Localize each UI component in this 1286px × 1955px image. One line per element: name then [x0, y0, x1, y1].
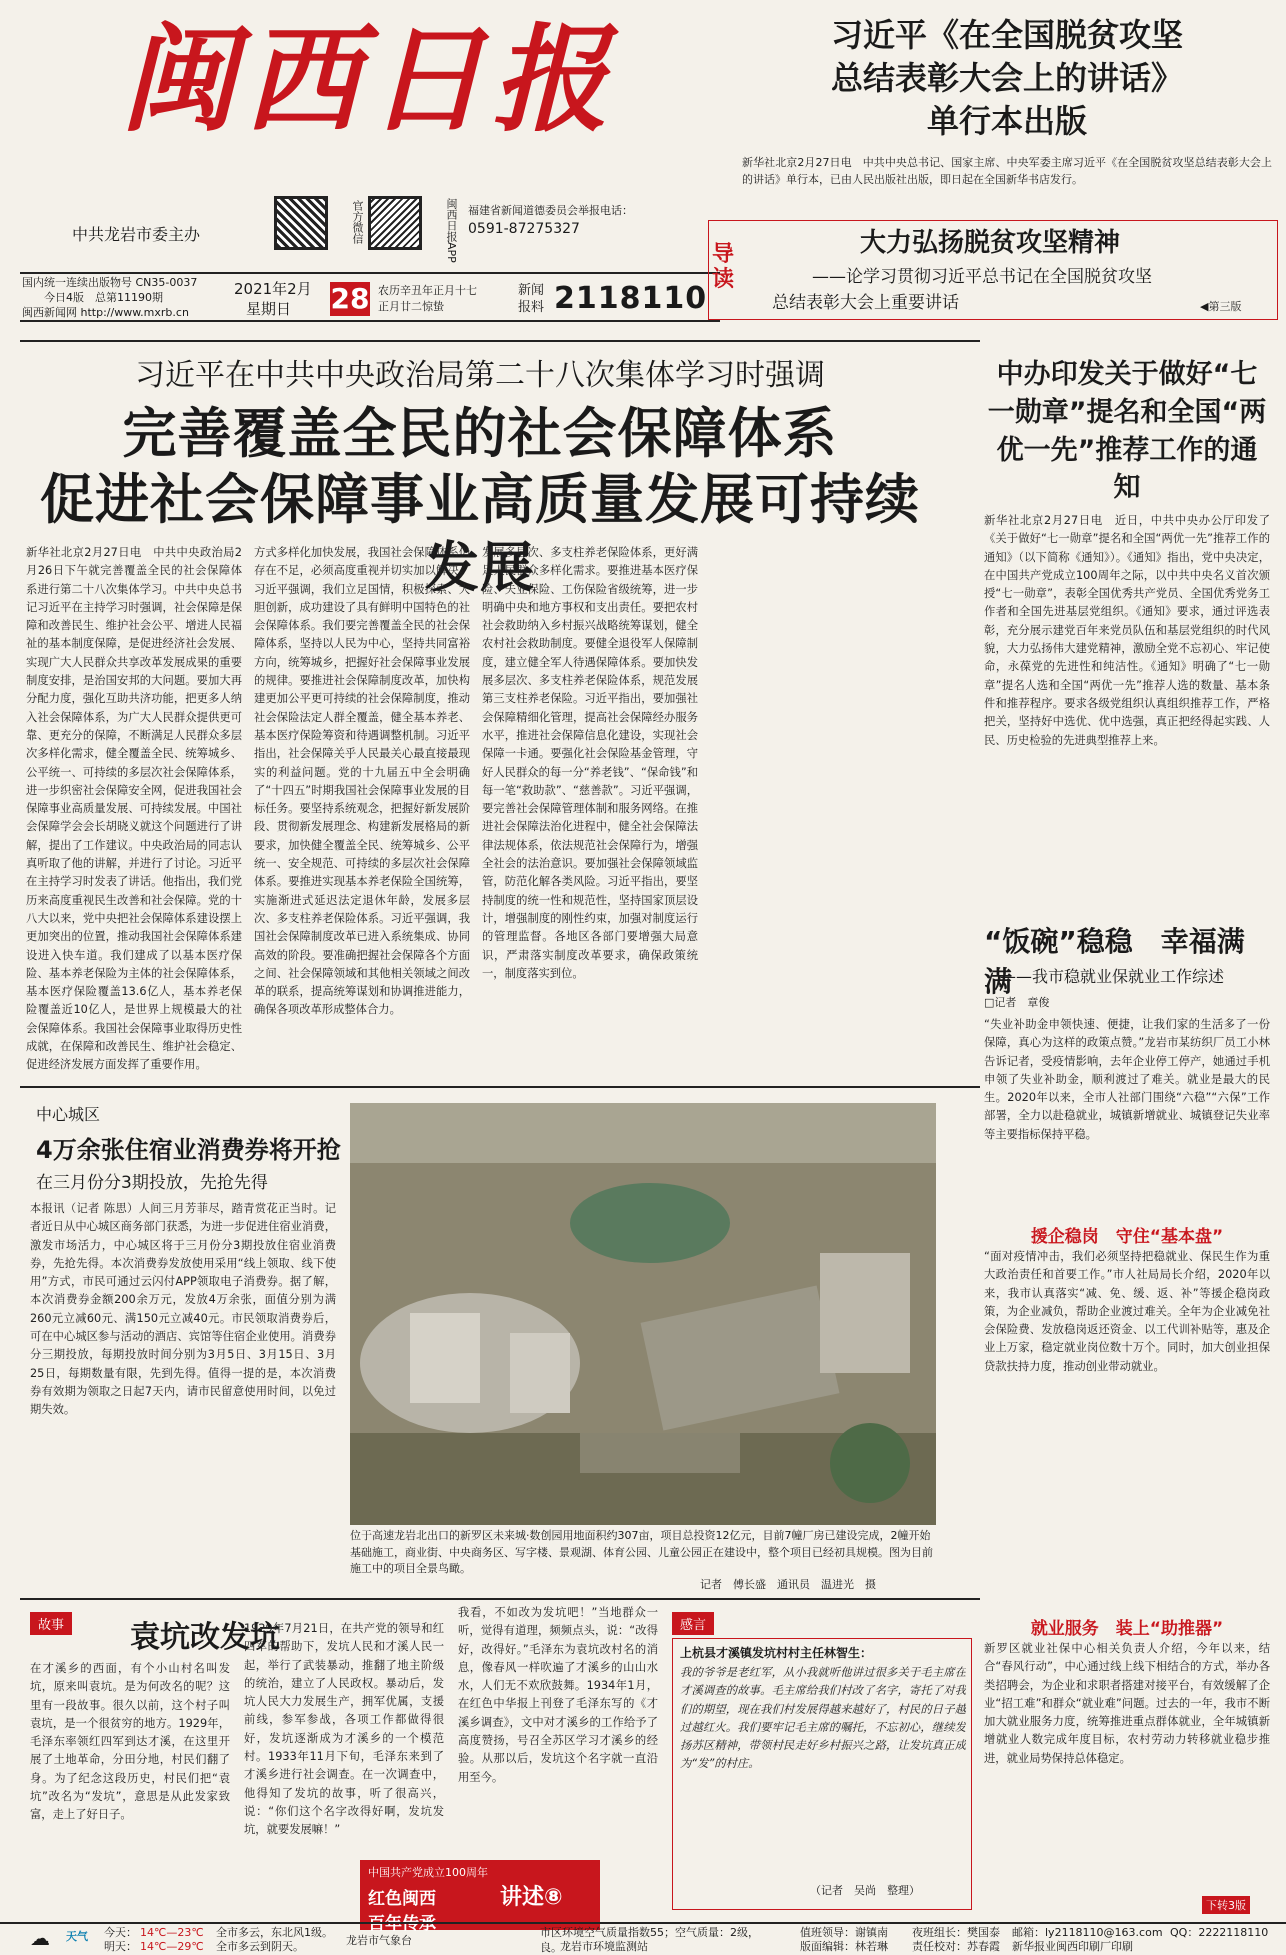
night-leader: 夜班组长：樊国泰 — [912, 1926, 1000, 1939]
lead-column-2: 方式多样化加快发展，我国社会保障体系仍存在不足，必须高度重视并切实加以解决。习近平强调，我们立足国情，积极探索、大胆创新，成功建设了具有鲜明中国特色的社会保障体系。我们要完善覆盖全民的社会保障体系，坚持以人民为中心，坚持共同富裕方向，统筹城乡，把握好社会保障事业发展的规律。要推进社会保障制度改革，加快构建更加公平更可持续的社会保障制度，推动社会保险法定人群全覆盖，健全基本养老、基本医疗保险筹资和待遇调整机制。习近平指出，社会保障关乎人民最关心最直接最现实的利益问题。党的十九届五中全会明确了“十四五”时期我国社会保障事业发展的目标任务。要坚持系统观念，把握好新发展阶段、贯彻新发展理念、构建新发展格局的新要求，加快健全覆盖全民、统筹城乡、公平统一、安全规范、可持续的多层次社会保障体系。要推进实现基本养老保险全国统筹，实施渐进式延迟法定退休年龄，发展多层次、多支柱养老保险体系。习近平强调，我国社会保障制度改革已进入系统集成、协同高效的阶段。要准确把握社会保障各个方面之间、社会保障领域和其他相关领域之间改革的联系，提高统筹谋划和协调推进能力，确保各项改革形成整体合力。 — [254, 546, 470, 1017]
issue-count: 今日4版 总第11190期 — [44, 291, 163, 304]
lead-column-3: 发展多层次、多支柱养老保险体系，更好满足人民群众多样化需求。要推进基本医疗保险、失业保险、工伤保险省级统筹，进一步明确中央和地方事权和支出责任。要把农村社会救助纳入乡村振兴战略统筹谋划，健全农村社会救助制度。要健全退役军人保障制度，建立健全军人待遇保障体系。要加快发展多层次、多支柱养老保险体系，规范发展第三支柱养老保险。习近平指出，要加强社会保障精细化管理，提高社会保障经办服务水平，推进社会保障信息化建设，实现社会保障一卡通。要强化社会保险基金管理，守好人民群众的每一分“养老钱”、“保命钱”和每一笔“救助款”、“慈善款”。习近平强调，要完善社会保障管理体制和服务网络。在推进社会保障法治化进程中，健全社会保障法律法规体系，依法规范社会保障行为，增强全社会的法治意识。要加强社会保障领域监管，防范化解各类风险。习近平指出，要坚持制度的统一性和规范性，坚持国家顶层设计，增强制度的刚性约束，加强对制度运行的管理监督。各地区各部门要增强大局意识，严肃落实制度改革要求，确保政策统一，制度落实到位。 — [482, 546, 698, 980]
notice-body: 新华社北京2月27日电 近日，中共中央办公厅印发了《关于做好“七一勋章”提名和全国“两优一先”推荐工作的通知》（以下简称《通知》）。《通知》指出，党中央决定，在中国共产党成立100周年之际，以中共中央名义首次颁授“七一勋章”，表彰全国优秀共产党员、全国优秀党务工作者和全国先进基层党组织。《通知》要求，通过评选表彰，充分展示建党百年来党员队伍和基层党组织的时代风貌，大力弘扬伟大建党精神，激励全党不忘初心、牢记使命，永葆党的先进性和纯洁性。《通知》明确了“七一勋章”提名人选和全国“两优一先”推荐人选的数量、基本条件和推荐程序。要求各级党组织认真组织推荐工作，严格把关，坚持好中选优、优中选强，真正把经得起实践、人民、历史检验的先进典型推荐上来。 — [984, 514, 1270, 747]
duty-leader: 值班领导：谢镇南 — [800, 1926, 888, 1939]
cloud-icon: ☁ — [30, 1926, 50, 1950]
tomorrow-label: 明天： — [104, 1940, 137, 1953]
qr2-label: 闽西日报APP — [445, 198, 458, 263]
top-story-title-3[interactable]: 单行本出版 — [926, 102, 1087, 141]
guide-sub-2: 总结表彰大会上重要讲话 — [772, 293, 959, 313]
construction-aerial-photo[interactable] — [350, 1103, 936, 1525]
banner-line-2: 红色闽西 — [368, 1889, 436, 1909]
air-quality: 市区环境空气质量指数55；空气质量：2级，良。 — [540, 1926, 759, 1954]
hotline-label-2: 报料 — [518, 300, 545, 315]
feature-body-3: 新罗区就业社保中心相关负责人介绍，今年以来，结合“春风行动”，中心通过线上线下相结合的方式，举办各类招聘会，为企业和求职者搭建对接平台，有效缓解了企业“招工难”和群众“就业难”问题。过去的一年，我市不断加大就业服务力度，统筹推进重点群体就业，全年城镇新增就业人数完成年度目标，农村劳动力转移就业稳步推进，就业局势保持总体稳定。 — [984, 1642, 1270, 1765]
feature-byline: □记者 章俊 — [984, 996, 1050, 1009]
today-weather: 全市多云，东北风1级。 — [216, 1926, 333, 1939]
divider — [20, 340, 980, 342]
news-hotline[interactable]: 2118110 — [554, 281, 708, 316]
banner-line-4: 讲述⑧ — [500, 1885, 563, 1910]
registration-number: 国内统一连续出版物号 CN35-0037 — [22, 276, 198, 289]
app-qr-code[interactable] — [368, 196, 422, 250]
hotline-label-1: 新闻 — [518, 283, 545, 298]
air-quality-source: 龙岩市环境监测站 — [560, 1940, 648, 1953]
today-temperature: 14℃—23℃ — [140, 1926, 204, 1939]
lead-headline-2[interactable]: 促进社会保障事业高质量发展可持续发展 — [40, 468, 920, 599]
lead-headline-1[interactable]: 完善覆盖全民的社会保障体系 — [122, 402, 838, 465]
story-column-1: 在才溪乡的西面，有个小山村名叫发坑，原来叫袁坑。是为何改名的呢？这里有一段故事。很久以前，这个村子叫袁坑，是一个很贫穷的地方。1929年，毛泽东率领红四军到达才溪，在这里开展了土地革命，分田分地，村民们翻了身。为了纪念这段历史，村民们把“袁坑”改名为“发坑”，意思是从此发家致富，走上了好日子。 — [30, 1662, 230, 1822]
contact-email[interactable]: 邮箱：ly2118110@163.com — [1012, 1926, 1163, 1939]
divider — [20, 1086, 980, 1088]
guide-sub-1: ——论学习贯彻习近平总书记在全国脱贫攻坚 — [812, 267, 1152, 287]
feature-body-2: “面对疫情冲击，我们必须坚持把稳就业、保民生作为重大政治责任和首要工作。”市人社局局长介绍，2020年以来，我市认真落实“减、免、缓、返、补”等援企稳岗政策，为企业减负，帮助企业渡过难关。全年为企业减免社会保险费、发放稳岗返还资金、以工代训补贴等，惠及企业上万家，稳定就业岗位数十万个。同时，加大创业担保贷款扶持力度，推动创业带动就业。 — [984, 1250, 1270, 1373]
inspire-body: 我的爷爷是老红军，从小我就听他讲过很多关于毛主席在才溪调查的故事。毛主席给我们村改了名字，寄托了对我们的期望，现在我们村发展得越来越好了，村民的日子越过越红火。我们要牢记毛主席的嘱托，不忘初心，继续发扬苏区精神，带领村民走好乡村振兴之路，让发坑真正成为“发”的村庄。 — [680, 1666, 966, 1771]
story-column-2: 1929年7月21日，在共产党的领导和红四军的帮助下，发坑人民和才溪人民一起，举行了武装暴动，推翻了地主阶级的统治，建立了人民政权。暴动后，发坑人民大力发展生产，拥军优属，支援前线，参军参战，各项工作都做得很好，发坑逐渐成为才溪乡的一个模范村。1933年11月下旬，毛泽东来到了才溪乡进行社会调查。在一次调查中，他得知了发坑的故事，听了很高兴，说：“你们这个名字改得好啊，发坑发坑，就要发展嘛！” — [244, 1622, 444, 1837]
newspaper-logo: 闽西日报 — [120, 12, 616, 148]
divider — [20, 1598, 980, 1600]
date-weekday: 星期日 — [246, 300, 292, 318]
weather-source: 龙岩市气象台 — [346, 1934, 412, 1947]
feature-subtitle: ——我市稳就业保就业工作综述 — [1000, 967, 1225, 986]
notice-headline[interactable]: 中办印发关于做好“七一勋章”提名和全国“两优一先”推荐工作的通知 — [987, 359, 1267, 504]
photo-credit: 记者 傅长盛 通讯员 温进光 摄 — [700, 1578, 876, 1591]
website-link[interactable]: 闽西新闻网 http://www.mxrb.cn — [22, 306, 189, 319]
consumption-subtitle: 在三月份分3期投放，先抢先得 — [36, 1173, 268, 1193]
proofreader: 责任校对：苏春霞 — [912, 1940, 1000, 1953]
top-story-title-2[interactable]: 总结表彰大会上的讲话》 — [830, 59, 1183, 98]
top-story — [742, 14, 1272, 196]
photo-illustration — [350, 1103, 936, 1525]
photo-caption: 位于高速龙岩北出口的新罗区未来城·数创园用地面积约307亩，项目总投资12亿元，目前7幢厂房已建设完成，2幢开始基础施工，商业街、中央商务区、写字楼、景观湖、体育公园、儿童公园正在建设中，整个项目已经初具规模。图为目前施工中的项目全景鸟瞰。 — [350, 1529, 933, 1575]
tomorrow-weather: 全市多云到阴天。 — [216, 1940, 304, 1953]
top-story-title-1[interactable]: 习近平《在全国脱贫攻坚 — [830, 16, 1183, 54]
today-label: 今天： — [104, 1926, 137, 1939]
continued-label[interactable]: 下转3版 — [1202, 1896, 1250, 1914]
feature-body-1: “失业补助金申领快速、便捷，让我们家的生活多了一份保障，真心为这样的政策点赞。”龙岩市某纺织厂员工小林告诉记者，受疫情影响，去年企业停工停产，她通过手机申领了失业补助金，顺利渡过了难关。就业是最大的民生。2020年以来，全市人社部门围绕“六稳”“六保”工作部署，全力以赴稳就业，城镇新增就业、城镇登记失业率等主要指标保持平稳。 — [984, 1018, 1270, 1141]
date-year-month: 2021年2月 — [234, 280, 312, 298]
date-day: 28 — [330, 282, 370, 315]
consumption-title[interactable]: 4万余张住宿业消费券将开抢 — [36, 1136, 341, 1164]
story-title[interactable]: 袁坑改发坑 — [130, 1620, 280, 1655]
inspire-tag: 感言 — [672, 1612, 714, 1635]
contact-qq[interactable]: QQ：2222118110 — [1170, 1926, 1269, 1939]
layout-editor: 版面编辑：林若琳 — [800, 1940, 888, 1953]
sponsor-line: 中共龙岩市委主办 — [72, 225, 201, 244]
region-tag: 中心城区 — [36, 1105, 101, 1124]
story-column-3: 我看，不如改为发坑吧！”当地群众一听，觉得有道理，频频点头，说：“改得好，改得好。”毛泽东为袁坑改村名的消息，像春风一样吹遍了才溪乡的山山水水，人们无不欢欣鼓舞。1934年1月，在红色中华报上刊登了毛泽东写的《才溪乡调查》，文中对才溪乡的工作给予了高度赞扬，号召全苏区学习才溪乡的经验。从那以后，发坑这个名字就一直沿用至今。 — [458, 1606, 658, 1784]
inspire-title: 上杭县才溪镇发坑村村主任林智生： — [680, 1646, 873, 1660]
printer-line: 新华报业闽西印刷厂印刷 — [1012, 1940, 1133, 1953]
top-story-body: 新华社北京2月27日电 中共中央总书记、国家主席、中央军委主席习近平《在全国脱贫攻坚总结表彰大会上的讲话》单行本，已由人民出版社出版，即日起在全国新华书店发行。 — [742, 155, 1272, 187]
solar-term: 正月廿二惊蛰 — [378, 300, 444, 313]
inspire-author: （记者 吴尚 整理） — [810, 1884, 920, 1897]
red-history-banner — [360, 1860, 600, 1934]
guide-label: 导读 — [712, 241, 735, 293]
banner-line-3: 百年传承 — [368, 1914, 436, 1934]
feature-section-2: 就业服务 装上“助推器” — [1030, 1619, 1224, 1639]
guide-page-ref[interactable]: ◀第三版 — [1200, 300, 1242, 313]
weather-label: 天气 — [66, 1930, 88, 1943]
lunar-date: 农历辛丑年正月十七 — [378, 284, 477, 297]
story-tag: 故事 — [30, 1612, 72, 1635]
complaint-line: 福建省新闻道德委员会举报电话： — [468, 204, 633, 217]
feature-title[interactable]: “饭碗”稳稳 幸福满满 — [984, 925, 1245, 998]
feature-section-1: 援企稳岗 守住“基本盘” — [1030, 1227, 1224, 1247]
lead-column-1: 新华社北京2月27日电 中共中央政治局2月26日下午就完善覆盖全民的社会保障体系进行第二十八次集体学习。中共中央总书记习近平在主持学习时强调，社会保障是保障和改善民生、维护社会公平、增进人民福祉的基本制度保障，是促进经济社会发展、实现广大人民群众共享改革发展成果的重要制度安排，是治国安邦的大问题。要加大再分配力度，强化互助共济功能，把更多人纳入社会保障体系，为广大人民群众提供更可靠、更充分的保障，不断满足人民群众多层次多样化需求，健全覆盖全民、统筹城乡、公平统一、可持续的多层次社会保障体系，进一步织密社会保障安全网，促进我国社会保障事业高质量发展、可持续发展。中国社会保障学会会长胡晓义就这个问题进行了讲解，提出了工作建议。中央政治局的同志认真听取了他的讲解，并进行了讨论。习近平在主持学习时发表了讲话。他指出，我们党历来高度重视民生改善和社会保障。党的十八大以来，党中央把社会保障体系建设摆上更加突出的位置，推动我国社会保障体系建设进入快车道。我们建成了以基本医疗保险、基本养老保险为主体的社会保障体系，基本医疗保险覆盖13.6亿人，基本养老保险覆盖近10亿人，是世界上规模最大的社会保障体系。我国社会保障事业取得历史性成就，在保障和改善民生、维护社会稳定、促进经济发展方面发挥了重要作用。 — [26, 546, 242, 1072]
banner-line-1: 中国共产党成立100周年 — [368, 1866, 488, 1879]
complaint-phone: 0591-87275327 — [468, 221, 580, 237]
qr1-label: 官方微信 — [351, 200, 364, 244]
lead-kicker: 习近平在中共中央政治局第二十八次集体学习时强调 — [135, 358, 825, 393]
consumption-body: 本报讯（记者 陈思）人间三月芳菲尽，踏青赏花正当时。记者近日从中心城区商务部门获悉，为进一步促进住宿业消费，激发市场活力，中心城区将于三月份分3期投放住宿业消费券，先抢先得。本次消费券发放使用采用“线上领取、线下使用”方式，市民可通过云闪付APP领取电子消费券。据了解，本次消费券金额200余万元，发放4万余张，面值分别为满260元立减60元、满150元立减40元。市民领取消费券后，可在中心城区参与活动的酒店、宾馆等住宿企业使用。消费券分三期投放，每期投放时间分别为3月5日、3月15日、3月25日，每期数量有限，先到先得。值得一提的是，本次消费券有效期为领取之日起7天内，请市民留意使用时间，以免过期失效。 — [30, 1202, 336, 1417]
guide-title[interactable]: 大力弘扬脱贫攻坚精神 — [860, 228, 1121, 258]
tomorrow-temperature: 14℃—29℃ — [140, 1940, 204, 1953]
wechat-qr-code[interactable] — [274, 196, 328, 250]
